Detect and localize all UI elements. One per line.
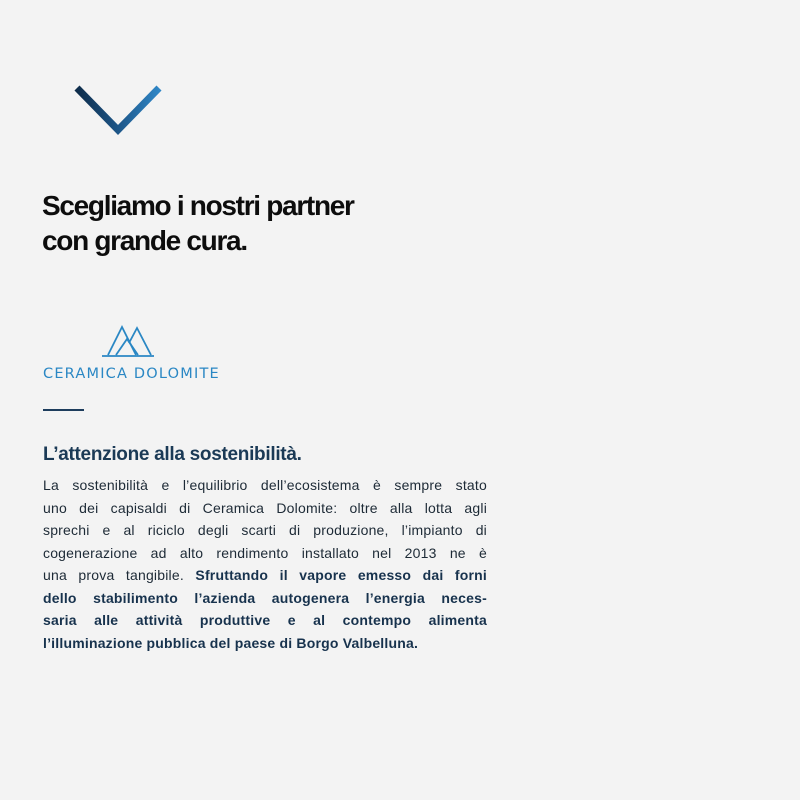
headline-line-2: con grande cura.	[42, 225, 247, 256]
section-divider	[43, 409, 84, 411]
mountain-icon	[102, 322, 154, 360]
partner-logo-text: CERAMICA DOLOMITE	[43, 366, 220, 382]
section-title: L’attenzione alla sostenibilità.	[43, 444, 302, 465]
section-body	[43, 474, 487, 654]
body-line: La sostenibilità e l’equilibrio dell’ecosistema è sempre stato	[43, 477, 487, 493]
chevron-down-icon	[72, 82, 164, 138]
body-line: uno dei capisaldi di Ceramica Dolomite: oltre alla lotta agli	[43, 499, 487, 516]
headline	[42, 188, 354, 258]
body-line-mixed	[43, 564, 487, 587]
body-bold-line: dello stabilimento l’azienda autogenera l’energia neces-	[43, 589, 487, 606]
body-bold-line: Sfruttando il vapore emesso dai forni	[195, 567, 488, 583]
body-bold-line: saria alle attività produttive e al contempo alimenta	[43, 612, 487, 628]
body-line: una prova tangibile.	[43, 567, 184, 583]
body-line: sprechi e al riciclo degli scarti di produzione, l’impianto di	[43, 522, 487, 538]
body-line: cogenerazione ad alto rendimento installato nel 2013 ne è	[43, 544, 487, 561]
headline-line-1: Scegliamo i nostri partner	[42, 190, 354, 221]
body-bold-line: l’illuminazione pubblica del paese di Borgo Valbelluna.	[43, 634, 419, 651]
